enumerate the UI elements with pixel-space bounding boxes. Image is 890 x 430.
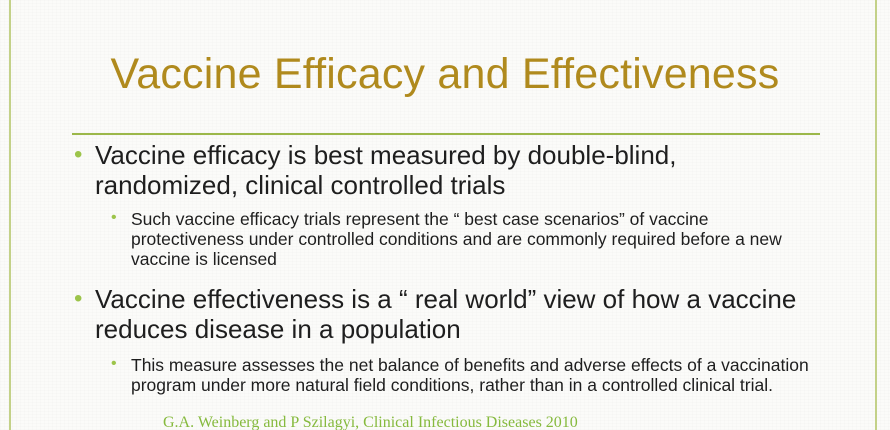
bullet-text: Vaccine efficacy is best measured by double-blind, randomized, clinical controlled trials [95, 140, 677, 200]
slide-title: Vaccine Efficacy and Effectiveness [110, 50, 780, 98]
sub-bullet-dot-icon: • [111, 355, 117, 372]
sub-bullet-effectiveness [111, 355, 821, 395]
bullet-dot-icon: • [74, 285, 83, 312]
sub-bullet-text: This measure assesses the net balance of benefits and adverse effects of a vaccination program under more natural field conditions, rather than in a controlled clinical trial. [131, 355, 809, 395]
citation: G.A. Weinberg and P Szilagyi, Clinical Infectious Diseases 2010 [163, 414, 578, 430]
bullet-dot-icon: • [74, 141, 83, 168]
bullet-text: Vaccine effectiveness is a “ real world” view of how a vaccine reduces disease in a population [95, 284, 797, 344]
sub-bullet-text: Such vaccine efficacy trials represent the “ best case scenarios” of vaccine protectiveness under controlled conditions and are commonly required before a new vaccine is licensed [131, 209, 782, 269]
sub-bullet-dot-icon: • [111, 209, 117, 226]
sub-bullet-efficacy [111, 209, 821, 269]
bullet-effectiveness [74, 284, 815, 344]
title-divider [72, 133, 820, 135]
bullet-efficacy [74, 140, 815, 200]
